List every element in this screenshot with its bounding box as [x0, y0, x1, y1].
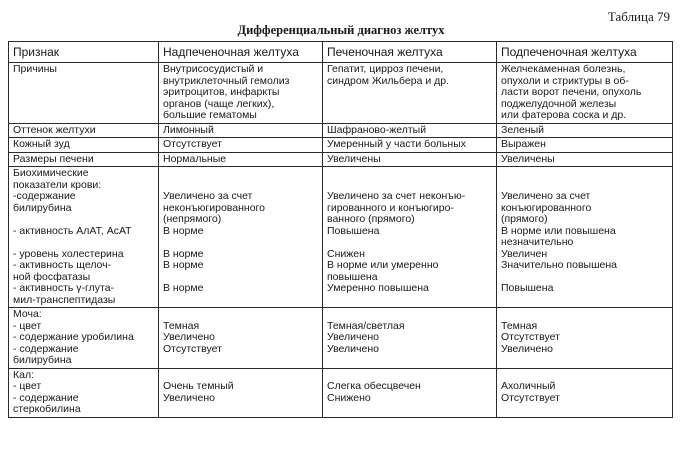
cell-sign: Оттенок желтухи: [9, 123, 159, 138]
row-stool: [9, 368, 673, 417]
header-posthepatic: Подпеченочная желтуха: [497, 42, 673, 63]
cell-hepatic: Темная/светлая Увеличено Увеличено: [323, 308, 497, 369]
row-itching: [9, 138, 673, 153]
cell-hepatic: Умеренный у части больных: [323, 138, 497, 153]
header-sign: Признак: [9, 42, 159, 63]
cell-sign: Кал: - цвет - содержание стеркобилина: [9, 368, 159, 417]
header-hepatic: Печеночная желтуха: [323, 42, 497, 63]
cell-prehepatic: Отсутствует: [159, 138, 323, 153]
cell-posthepatic: Увеличены: [497, 152, 673, 167]
row-causes: [9, 63, 673, 124]
cell-prehepatic: Лимонный: [159, 123, 323, 138]
cell-prehepatic: Увеличено за счет неконъюгированного (непрямого) В норме В норме В норме В норме: [159, 167, 323, 308]
cell-sign: Причины: [9, 63, 159, 124]
row-urine: [9, 308, 673, 369]
row-liver-size: [9, 152, 673, 167]
cell-hepatic: Гепатит, цирроз печени, синдром Жильбера и др.: [323, 63, 497, 124]
cell-sign: Биохимические показатели крови: -содержание билирубина - активность АлАТ, АсАТ - уровень холестерина - активность щелоч- ной фосфатазы - активность γ-глута- мил-транспептидазы: [9, 167, 159, 308]
table-number: Таблица 79: [607, 9, 670, 24]
cell-posthepatic: Темная Отсутствует Увеличено: [497, 308, 673, 369]
cell-posthepatic: Ахоличный Отсутствует: [497, 368, 673, 417]
cell-sign: Кожный зуд: [9, 138, 159, 153]
header-prehepatic: Надпеченочная желтуха: [159, 42, 323, 63]
cell-hepatic: Слегка обесцвечен Снижено: [323, 368, 497, 417]
cell-hepatic: Шафраново-желтый: [323, 123, 497, 138]
cell-hepatic: Увеличены: [323, 152, 497, 167]
row-blood-biochemistry: [9, 167, 673, 308]
cell-posthepatic: Выражен: [497, 138, 673, 153]
cell-posthepatic: Желчекаменная болезнь, опухоли и стриктуры в об- ласти ворот печени, опухоль поджелудочной железы или фатерова соска и др.: [497, 63, 673, 124]
table-title: Дифференциальный диагноз желтух: [237, 23, 445, 37]
cell-posthepatic: Зеленый: [497, 123, 673, 138]
cell-posthepatic: Увеличено за счет конъюгированного (прямого) В норме или повышена незначительно Увеличен Значительно повышена Повышена: [497, 167, 673, 308]
cell-hepatic: Увеличено за счет неконъю- гированного и конъюгиро- ванного (прямого) Повышена Снижен В норме или умеренно повышена Умеренно повышена: [323, 167, 497, 308]
cell-prehepatic: Внутрисосудистый и внутриклеточный гемолиз эритроцитов, инфаркты органов (чаще легких), большие гематомы: [159, 63, 323, 124]
cell-sign: Размеры печени: [9, 152, 159, 167]
cell-prehepatic: Нормальные: [159, 152, 323, 167]
cell-prehepatic: Темная Увеличено Отсутствует: [159, 308, 323, 369]
header-row: [9, 42, 673, 63]
differential-diagnosis-table: [8, 41, 673, 418]
cell-prehepatic: Очень темный Увеличено: [159, 368, 323, 417]
row-jaundice-tint: [9, 123, 673, 138]
cell-sign: Моча: - цвет - содержание уробилина - содержание билирубина: [9, 308, 159, 369]
